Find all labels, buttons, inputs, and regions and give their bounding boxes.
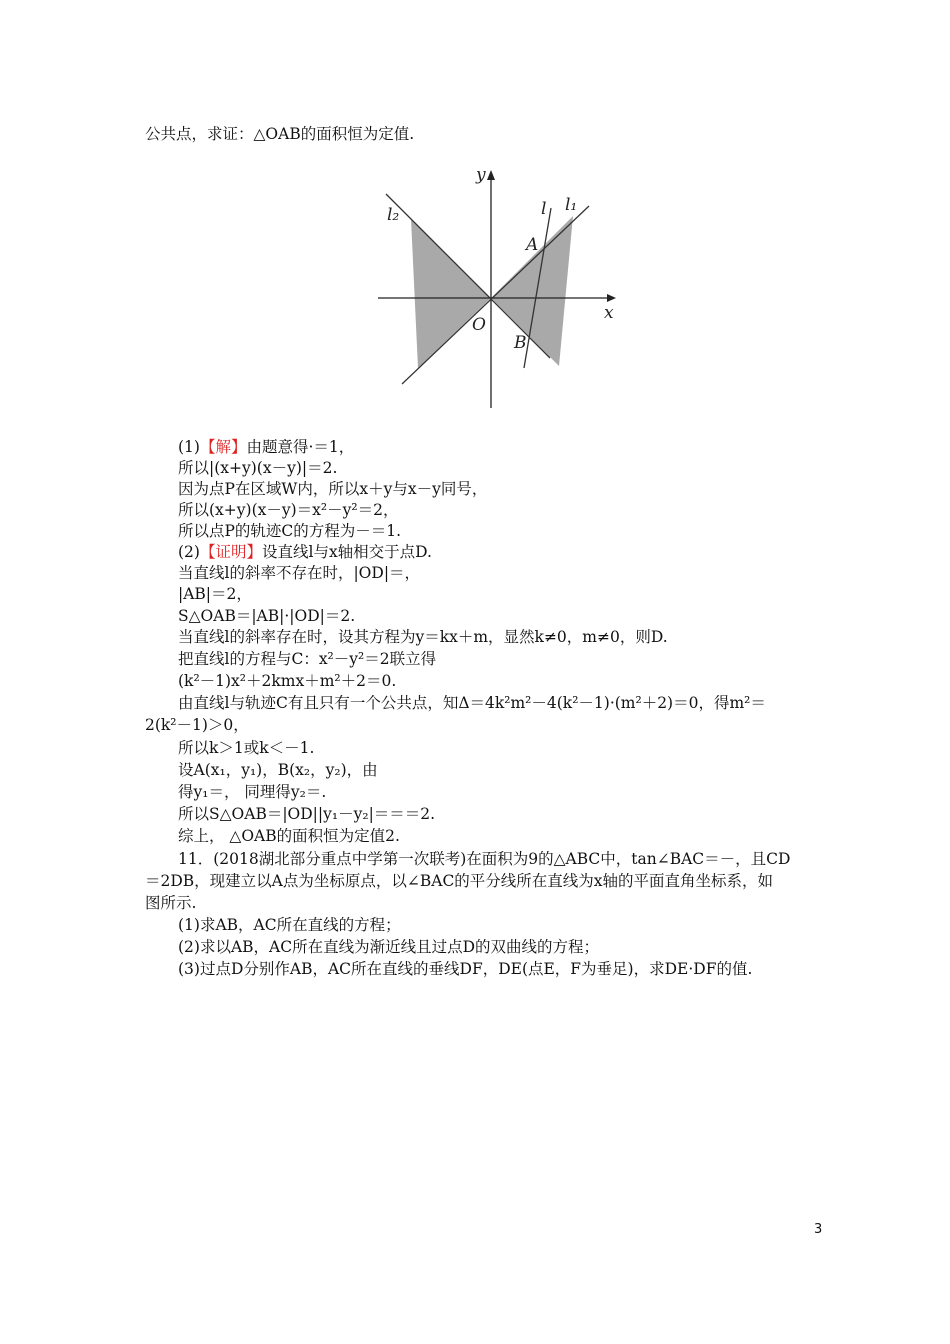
problem-statement-tail: 公共点，求证：△OAB的面积恒为定值.	[145, 125, 415, 143]
text-line: 所以(x+y)(x－y)＝x²－y²＝2，	[178, 501, 399, 519]
part1-prefix: (1)	[178, 438, 200, 456]
label-l: l	[541, 199, 547, 219]
text-line: 当直线l的斜率存在时，设其方程为y＝kx＋m，显然k≠0，m≠0，则D.	[178, 628, 668, 646]
proof-tag: 【证明】	[199, 543, 262, 561]
x-axis-arrow	[607, 294, 616, 302]
label-B: B	[514, 333, 527, 353]
text-line: |AB|＝2，	[178, 585, 252, 603]
text-line: 所以|(x+y)(x－y)|＝2.	[178, 459, 338, 477]
shaded-region-left	[411, 219, 491, 368]
label-origin: O	[472, 315, 486, 335]
text-line: 得y₁＝， 同理得y₂＝.	[178, 783, 327, 801]
text-line: 2(k²－1)＞0，	[145, 716, 249, 734]
label-x: x	[604, 303, 614, 323]
label-l1: l₁	[565, 195, 578, 215]
label-y: y	[476, 165, 486, 185]
part2-text: 设直线l与x轴相交于点D.	[261, 543, 432, 561]
text-line: 因为点P在区域W内，所以x＋y与x－y同号，	[178, 480, 488, 498]
part1-heading	[178, 437, 354, 457]
problem-11-question: (3)过点D分别作AB，AC所在直线的垂线DF，DE(点E，F为垂足)，求DE·DF的值.	[178, 960, 753, 978]
part2-heading	[178, 542, 432, 562]
text-line: 综上， △OAB的面积恒为定值2.	[178, 827, 400, 845]
text-line: 所以k＞1或k＜－1.	[178, 739, 315, 757]
label-A: A	[526, 235, 539, 255]
coordinate-figure	[360, 158, 630, 414]
problem-11-question: (2)求以AB，AC所在直线为渐近线且过点D的双曲线的方程；	[178, 938, 600, 956]
text-line: (k²－1)x²＋2kmx＋m²＋2＝0.	[178, 672, 397, 690]
text-line: 所以S△OAB＝|OD||y₁－y₂|＝＝＝2.	[178, 805, 436, 823]
text-line: 当直线l的斜率不存在时，|OD|＝，	[178, 564, 421, 582]
solution-tag: 【解】	[199, 438, 247, 456]
text-line: 设A(x₁，y₁)，B(x₂，y₂)，由	[178, 761, 378, 779]
part2-prefix: (2)	[178, 543, 200, 561]
problem-11-question: (1)求AB，AC所在直线的方程；	[178, 916, 401, 934]
problem-11-line: 11．(2018湖北部分重点中学第一次联考)在面积为9的△ABC中，tan∠BAC＝－，且CD	[178, 850, 791, 868]
text-line: 所以点P的轨迹C的方程为－＝1.	[178, 522, 402, 540]
text-line: 由直线l与轨迹C有且只有一个公共点，知Δ＝4k²m²－4(k²－1)·(m²＋2)＝0，得m²＝	[178, 694, 766, 712]
page-number: 3	[814, 1222, 823, 1237]
y-axis-arrow	[487, 170, 495, 180]
label-l2: l₂	[387, 205, 400, 225]
text-line: 把直线l的方程与C：x²－y²＝2联立得	[178, 650, 437, 668]
problem-11-line: 图所示.	[145, 894, 197, 912]
problem-11-line: ＝2DB，现建立以A点为坐标原点，以∠BAC的平分线所在直线为x轴的平面直角坐标系，如	[145, 872, 774, 890]
text-line: S△OAB＝|AB|·|OD|＝2.	[178, 607, 356, 625]
part1-text: 由题意得·＝1，	[246, 438, 355, 456]
